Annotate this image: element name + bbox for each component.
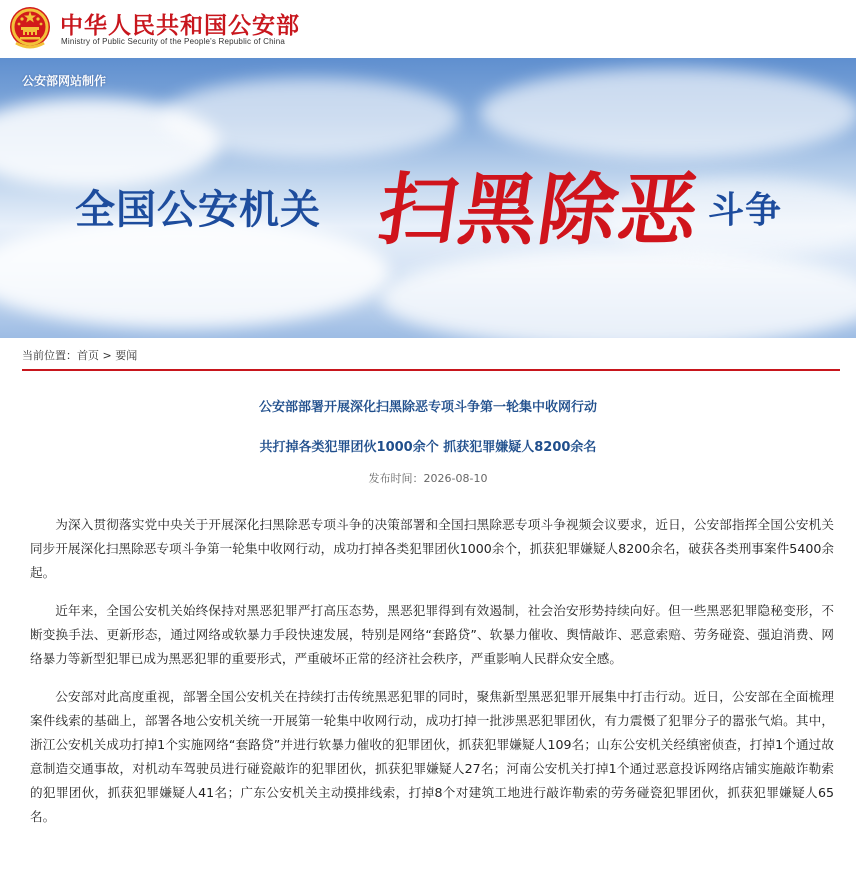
banner-cloud bbox=[160, 78, 460, 158]
banner-title-part2: 扫黑除恶 bbox=[372, 165, 706, 256]
article-paragraph: 为深入贯彻落实党中央关于开展深化扫黑除恶专项斗争的决策部署和全国扫黑除恶专项斗争视频会议要求，近日，公安部指挥全国公安机关同步开展深化扫黑除恶专项斗争第一轮集中收网行动，成功打掉各类犯罪团伙1000余个，抓获犯罪嫌疑人8200余名，破获各类刑事案件5400余起。 bbox=[30, 517, 834, 580]
publish-date-label: 发布时间： bbox=[368, 472, 424, 485]
article-subheadline: 共打掉各类犯罪团伙1000余个 抓获犯罪嫌疑人8200余名 bbox=[259, 440, 597, 455]
publish-date bbox=[0, 470, 856, 486]
banner bbox=[0, 58, 856, 338]
banner-title-part3: 斗争 bbox=[708, 190, 783, 231]
breadcrumb bbox=[22, 347, 137, 363]
breadcrumb-separator: > bbox=[102, 349, 112, 362]
article-paragraph: 近年来，全国公安机关始终保持对黑恶犯罪严打高压态势，黑恶犯罪得到有效遏制，社会治安形势持续向好。但一些黑恶犯罪隐秘变形，不断变换手法、更新形态，通过网络或软暴力手段快速发展，特别是网络“套路贷”、软暴力催收、舆情敲诈、恶意索赔、劳务碰瓷、强迫消费、网络暴力等新型犯罪已成为黑恶犯罪的重要形式，严重破坏正常的经济社会秩序，严重影响人民群众安全感。 bbox=[30, 603, 834, 666]
breadcrumb-home-link[interactable]: 首页 bbox=[77, 349, 99, 362]
article-headline: 公安部部署开展深化扫黑除恶专项斗争第一轮集中收网行动 bbox=[258, 400, 597, 415]
breadcrumb-section-link[interactable]: 要闻 bbox=[115, 349, 138, 362]
banner-cloud bbox=[480, 68, 856, 158]
article-paragraph: 公安部对此高度重视，部署全国公安机关在持续打击传统黑恶犯罪的同时，聚焦新型黑恶犯罪开展集中打击行动。近日，公安部在全面梳理案件线索的基础上，部署各地公安机关统一开展第一轮集中收网行动，成功打掉一批涉黑恶犯罪团伙，有力震慑了犯罪分子的嚣张气焰。其中，浙江公安机关成功打掉1个实施网络“套路贷”并进行软暴力催收的犯罪团伙，抓获犯罪嫌疑人109名；山东公安机关经缜密侦查，打掉1个通过故意制造交通事故，对机动车驾驶员进行碰瓷敲诈的犯罪团伙，抓获犯罪嫌疑人27名；河南公安机关打掉1个通过恶意投诉网络店铺实施敲诈勒索的犯罪团伙，抓获犯罪嫌疑人41名；广东公安机关主动摸排线索，打掉8个对建筑工地进行敲诈勒索的劳务碰瓷犯罪团伙，抓获犯罪嫌疑人65名。 bbox=[30, 689, 834, 824]
banner-cloud bbox=[380, 248, 856, 338]
national-emblem-icon[interactable] bbox=[8, 5, 52, 51]
site-header bbox=[0, 0, 856, 58]
divider bbox=[22, 369, 840, 371]
breadcrumb-label: 当前位置： bbox=[22, 349, 77, 362]
banner-title-part1: 全国公安机关 bbox=[75, 187, 321, 233]
publish-date-value: 2026-08-10 bbox=[423, 472, 488, 485]
banner-credit: 公安部网站制作 bbox=[22, 74, 107, 88]
site-title[interactable]: 中华人民共和国公安部 bbox=[60, 13, 300, 39]
site-subtitle: Ministry of Public Security of the People's Republic of China bbox=[61, 37, 286, 46]
article-body bbox=[30, 513, 834, 843]
